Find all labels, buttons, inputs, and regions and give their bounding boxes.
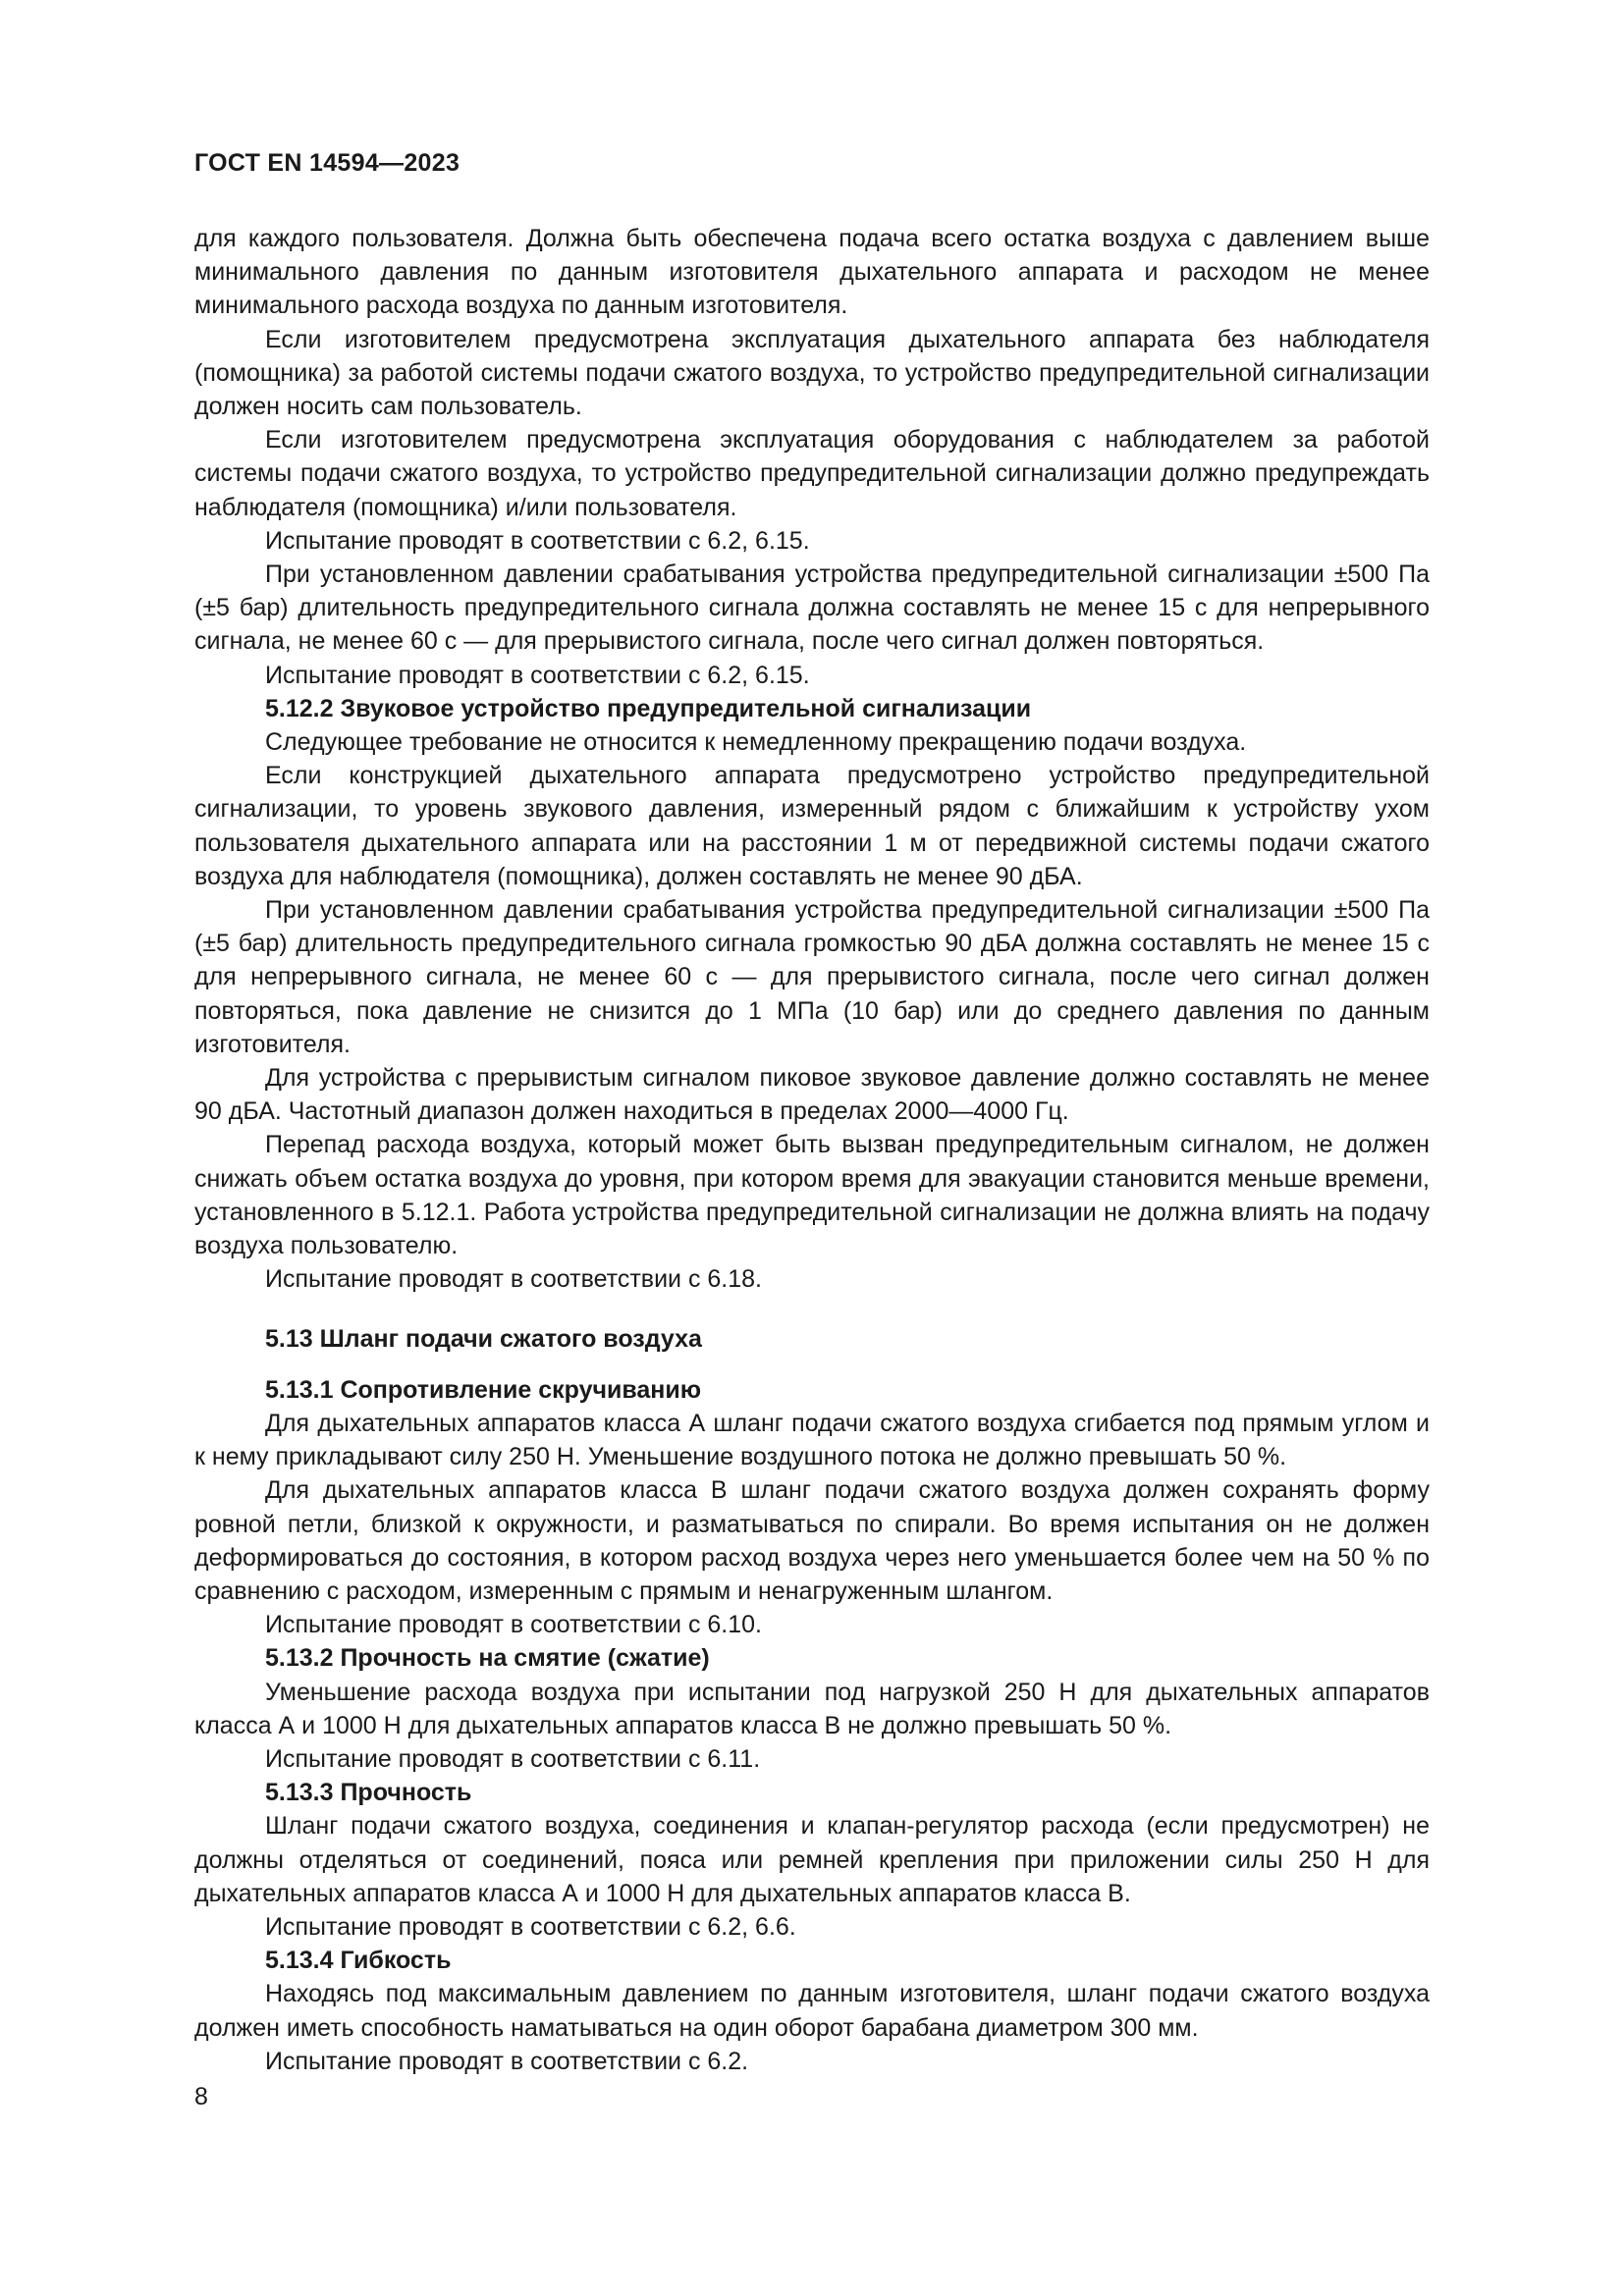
body-paragraph: При установленном давлении срабатывания устройства предупредительной сигнализации ±500 Па (±5 бар) длительность предупредительного сигнала должна составлять не менее 15 с для непрерывного сигнала, не менее 60 с — для прерывистого сигнала, после чего сигнал должен повторяться. [194,561,1430,656]
body-paragraph: При установленном давлении срабатывания устройства предупредительной сигнализации ±500 Па (±5 бар) длительность предупредительного сигнала громкостью 90 дБА должна составлять не менее 15 с для непрерывного сигнала, не менее 60 с — для прерывистого сигнала, после чего сигнал должен повторяться, пока давление не снизится до 1 МПа (10 бар) или до среднего давления по данным изготовителя. [194,896,1430,1058]
page-number: 8 [194,2083,208,2110]
body-paragraph: Испытание проводят в соответствии с 6.18. [265,1265,763,1294]
body-paragraph: Для дыхательных аппаратов класса В шланг подачи сжатого воздуха должен сохранять форму ровной петли, близкой к окружности, и разматываться по спирали. Во время испытания он не должен деформироваться до состояния, в котором расход воздуха через него уменьшается более чем на 50 % по сравнению с расходом, измеренным с прямым и ненагруженным шлангом. [194,1476,1430,1605]
section-heading: 5.13 Шланг подачи сжатого воздуха [265,1324,702,1353]
body-paragraph: Испытание проводят в соответствии с 6.2, 6.6. [265,1912,796,1941]
body-paragraph: Испытание проводят в соответствии с 6.2, 6.15. [265,661,810,689]
section-heading: 5.13.2 Прочность на смятие (сжатие) [265,1644,710,1673]
body-paragraph: Испытание проводят в соответствии с 6.10. [265,1611,763,1639]
body-paragraph: Если конструкцией дыхательного аппарата предусмотрено устройство предупредительной сигнализации, то уровень звукового давления, измеренный рядом с ближайшим к устройству ухом пользователя дыхательного аппарата или на расстоянии 1 м от передвижной системы подачи сжатого воздуха для наблюдателя (помощника), должен составлять не менее 90 дБА. [194,762,1430,890]
section-heading: 5.13.3 Прочность [265,1779,472,1807]
section-heading: 5.12.2 Звуковое устройство предупредительной сигнализации [265,694,1032,722]
body-paragraph: Испытание проводят в соответствии с 6.11. [265,1744,761,1773]
body-paragraph: Если изготовителем предусмотрена эксплуатация дыхательного аппарата без наблюдателя (помощника) за работой системы подачи сжатого воздуха, то устройство предупредительной сигнализации должен носить сам пользователь. [194,325,1430,421]
body-paragraph: Для дыхательных аппаратов класса А шланг подачи сжатого воздуха сгибается под прямым углом и к нему прикладывают силу 250 Н. Уменьшение воздушного потока не должно превышать 50 %. [194,1409,1430,1471]
body-paragraph: Испытание проводят в соответствии с 6.2. [265,2047,749,2075]
document-body [194,222,1430,2078]
body-paragraph: Если изготовителем предусмотрена эксплуатация оборудования с наблюдателем за работой системы подачи сжатого воздуха, то устройство предупредительной сигнализации должно предупреждать наблюдателя (помощника) и/или пользователя. [194,426,1430,521]
body-paragraph: для каждого пользователя. Должна быть обеспечена подача всего остатка воздуха с давлением выше минимального давления по данным изготовителя дыхательного аппарата и расходом не менее минимального расхода воздуха по данным изготовителя. [194,225,1430,320]
body-paragraph: Шланг подачи сжатого воздуха, соединения и клапан-регулятор расхода (если предусмотрен) не должны отделяться от соединений, пояса или ремней крепления при приложении силы 250 Н для дыхательных аппаратов класса А и 1000 Н для дыхательных аппаратов класса В. [194,1812,1430,1907]
body-paragraph: Для устройства с прерывистым сигналом пиковое звуковое давление должно составлять не менее 90 дБА. Частотный диапазон должен находиться в пределах 2000—4000 Гц. [194,1064,1430,1126]
body-paragraph: Следующее требование не относится к немедленному прекращению подачи воздуха. [265,728,1247,757]
document-header: ГОСТ EN 14594—2023 [194,149,460,177]
section-heading: 5.13.4 Гибкость [265,1947,452,1975]
body-paragraph: Испытание проводят в соответствии с 6.2, 6.15. [265,526,810,555]
body-paragraph: Перепад расхода воздуха, который может быть вызван предупредительным сигналом, не должен снижать объем остатка воздуха до уровня, при котором время для эвакуации становится меньше времени, установленного в 5.12.1. Работа устройства предупредительной сигнализации не должна влиять на подачу воздуха пользователю. [194,1131,1430,1260]
section-heading: 5.13.1 Сопротивление скручиванию [265,1375,702,1404]
body-paragraph: Уменьшение расхода воздуха при испытании под нагрузкой 250 Н для дыхательных аппаратов класса А и 1000 Н для дыхательных аппаратов класса В не должно превышать 50 %. [194,1678,1430,1739]
body-paragraph: Находясь под максимальным давлением по данным изготовителя, шланг подачи сжатого воздуха должен иметь способность наматываться на один оборот барабана диаметром 300 мм. [194,1980,1430,2042]
